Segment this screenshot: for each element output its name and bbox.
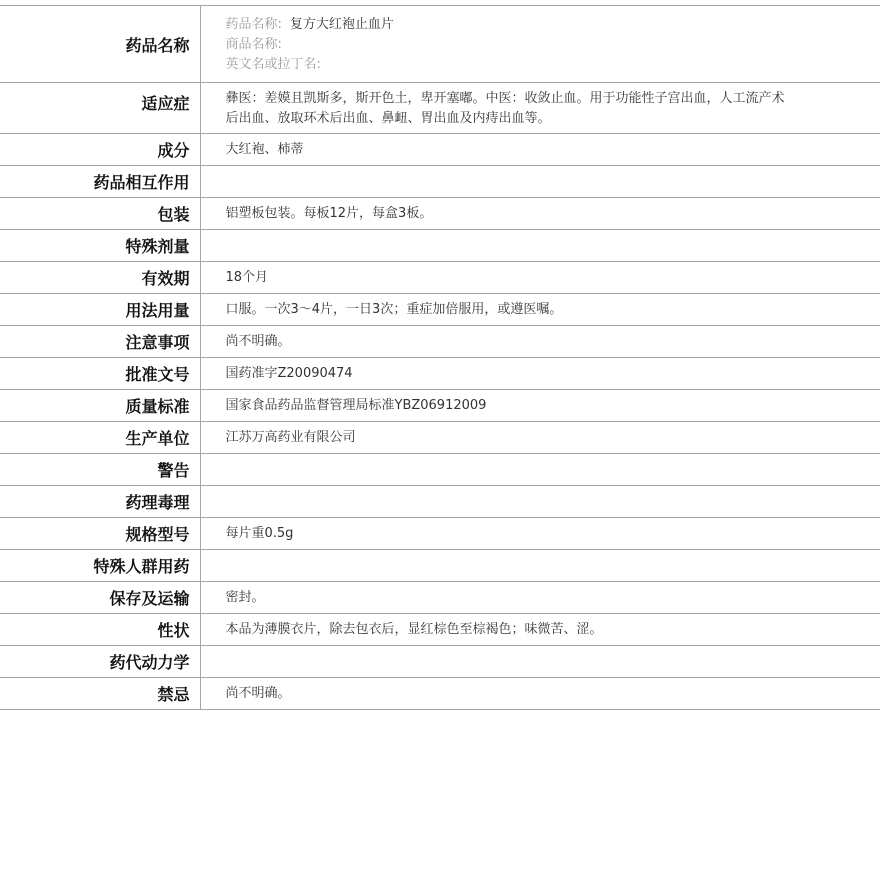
row-label: 批准文号 xyxy=(0,358,200,390)
table-row-special-dosage xyxy=(0,230,880,262)
row-value: 口服。一次3～4片，一日3次；重症加倍服用，或遵医嘱。 xyxy=(200,294,880,326)
row-label: 用法用量 xyxy=(0,294,200,326)
row-label: 药品名称 xyxy=(0,6,200,83)
table-row-precautions xyxy=(0,326,880,358)
row-label: 规格型号 xyxy=(0,518,200,550)
row-label: 成分 xyxy=(0,134,200,166)
drug-info-table xyxy=(0,5,880,710)
row-value: 铝塑板包装。每板12片，每盒3板。 xyxy=(200,198,880,230)
table-row-indications xyxy=(0,83,880,134)
table-row-approval xyxy=(0,358,880,390)
table-row-usage xyxy=(0,294,880,326)
row-label: 生产单位 xyxy=(0,422,200,454)
row-value: 密封。 xyxy=(200,582,880,614)
table-row-names xyxy=(0,6,880,83)
row-value xyxy=(200,454,880,486)
drug-name-line xyxy=(226,15,791,35)
row-label: 包装 xyxy=(0,198,200,230)
row-label: 药理毒理 xyxy=(0,486,200,518)
table-row-ingredients xyxy=(0,134,880,166)
drug-name-label: 药品名称: xyxy=(225,17,282,32)
table-row-toxicology xyxy=(0,486,880,518)
row-value: 彝医：差嫫且凯斯多，斯开色土，卑开塞嘟。中医：收敛止血。用于功能性子宫出血，人工流产术后出血、放取环术后出血、鼻衄、胃出血及内痔出血等。 xyxy=(200,83,880,134)
row-label: 性状 xyxy=(0,614,200,646)
row-label: 禁忌 xyxy=(0,678,200,710)
row-label: 药代动力学 xyxy=(0,646,200,678)
row-value: 本品为薄膜衣片，除去包衣后，显红棕色至棕褐色；味微苦、涩。 xyxy=(200,614,880,646)
row-label: 适应症 xyxy=(0,83,200,134)
table-row-appearance xyxy=(0,614,880,646)
row-label: 注意事项 xyxy=(0,326,200,358)
table-row-packaging xyxy=(0,198,880,230)
row-label: 药品相互作用 xyxy=(0,166,200,198)
row-value xyxy=(200,646,880,678)
row-value: 每片重0.5g xyxy=(200,518,880,550)
table-row-validity xyxy=(0,262,880,294)
row-value: 大红袍、柿蒂 xyxy=(200,134,880,166)
trade-name-label: 商品名称: xyxy=(225,37,282,52)
row-value: 尚不明确。 xyxy=(200,678,880,710)
table-row-standard xyxy=(0,390,880,422)
row-label: 特殊剂量 xyxy=(0,230,200,262)
row-value: 国药准字Z20090474 xyxy=(200,358,880,390)
row-value xyxy=(200,550,880,582)
table-row-warning xyxy=(0,454,880,486)
row-label: 特殊人群用药 xyxy=(0,550,200,582)
names-cell xyxy=(200,6,880,83)
row-value: 江苏万高药业有限公司 xyxy=(200,422,880,454)
row-label: 有效期 xyxy=(0,262,200,294)
drug-name-value: 复方大红袍止血片 xyxy=(289,17,394,32)
row-label: 保存及运输 xyxy=(0,582,200,614)
row-value xyxy=(200,230,880,262)
table-row-storage xyxy=(0,582,880,614)
row-value: 18个月 xyxy=(200,262,880,294)
table-row-interactions xyxy=(0,166,880,198)
table-row-contraindications xyxy=(0,678,880,710)
row-value: 国家食品药品监督管理局标准YBZ06912009 xyxy=(200,390,880,422)
table-row-special-population xyxy=(0,550,880,582)
row-label: 警告 xyxy=(0,454,200,486)
row-value: 尚不明确。 xyxy=(200,326,880,358)
table-row-pharmacokinetics xyxy=(0,646,880,678)
row-label: 质量标准 xyxy=(0,390,200,422)
table-row-manufacturer xyxy=(0,422,880,454)
row-value xyxy=(200,486,880,518)
row-value xyxy=(200,166,880,198)
table-row-specification xyxy=(0,518,880,550)
english-name-label: 英文名或拉丁名: xyxy=(225,57,321,72)
